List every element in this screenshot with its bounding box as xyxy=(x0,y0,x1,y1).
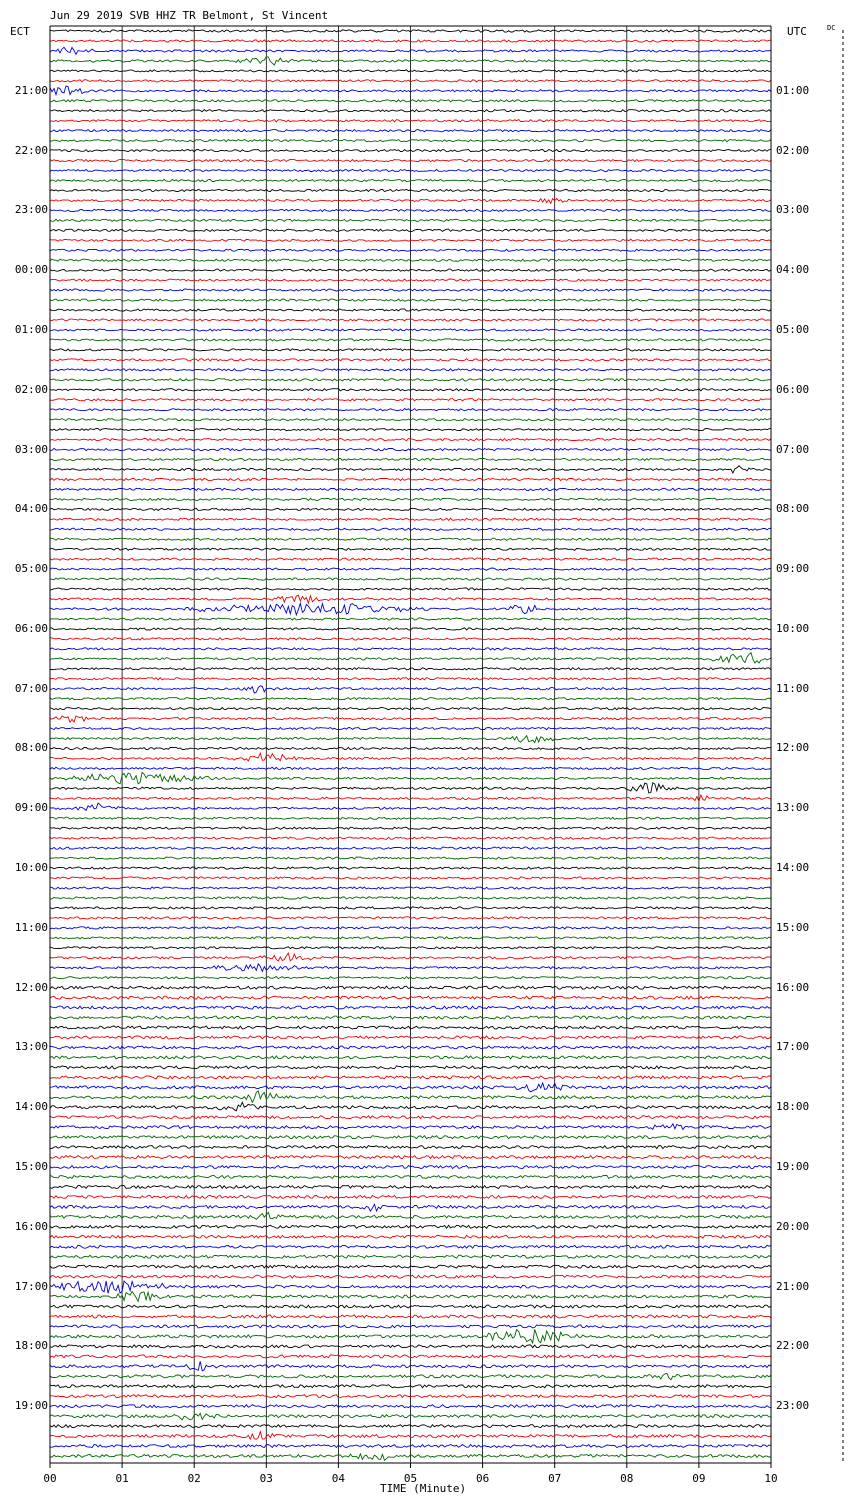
y-tick-label-right: 05:00 xyxy=(776,322,810,336)
y-tick-label-left: 13:00 xyxy=(14,1040,48,1054)
y-tick-label-right: 21:00 xyxy=(776,1279,810,1293)
x-tick-label: 02 xyxy=(187,1472,201,1485)
y-tick-label-right: 15:00 xyxy=(776,920,810,934)
y-tick-label-right: 23:00 xyxy=(776,1399,810,1413)
y-tick-label-left: 10:00 xyxy=(14,861,48,875)
y-tick-label-right: 01:00 xyxy=(776,83,810,97)
y-tick-label-left: 07:00 xyxy=(14,681,48,695)
x-tick-label: 06 xyxy=(475,1472,490,1485)
y-tick-label-left: 15:00 xyxy=(14,1160,48,1173)
y-tick-label-right: 09:00 xyxy=(776,562,810,576)
x-tick-label: 00 xyxy=(43,1472,57,1485)
x-ticks xyxy=(50,1463,771,1468)
y-tick-label-left: 23:00 xyxy=(14,203,48,217)
y-tick-label-left: 14:00 xyxy=(14,1100,48,1114)
x-axis-title: TIME (Minute) xyxy=(380,1482,467,1495)
y-tick-label-left: 03:00 xyxy=(14,442,48,456)
x-tick-label: 04 xyxy=(331,1472,346,1485)
right-timezone-label: UTC xyxy=(787,25,807,38)
y-tick-label-right: 20:00 xyxy=(776,1219,810,1233)
y-tick-label-right: 04:00 xyxy=(776,263,810,277)
left-timezone-label: ECT xyxy=(10,25,30,38)
y-tick-label-right: 19:00 xyxy=(776,1160,810,1173)
x-tick-label: 10 xyxy=(764,1472,778,1485)
y-tick-label-left: 17:00 xyxy=(14,1279,48,1293)
y-tick-label-left: 04:00 xyxy=(14,502,48,516)
y-tick-label-right: 02:00 xyxy=(776,143,810,157)
y-tick-label-right: 11:00 xyxy=(776,681,810,695)
y-tick-label-right: 07:00 xyxy=(776,442,810,456)
y-tick-label-right: 17:00 xyxy=(776,1040,810,1054)
x-tick-label: 01 xyxy=(115,1472,129,1485)
y-tick-label-left: 18:00 xyxy=(14,1339,48,1353)
y-tick-label-left: 21:00 xyxy=(14,83,48,97)
y-tick-label-left: 22:00 xyxy=(14,143,48,157)
x-tick-label: 09 xyxy=(692,1472,706,1485)
y-tick-label-right: 14:00 xyxy=(776,861,810,875)
y-tick-label-left: 12:00 xyxy=(14,980,48,994)
x-tick-label: 05 xyxy=(403,1472,418,1485)
y-tick-label-right: 13:00 xyxy=(776,801,810,815)
y-tick-label-right: 16:00 xyxy=(776,980,810,994)
y-tick-label-right: 08:00 xyxy=(776,502,810,516)
y-tick-label-left: 02:00 xyxy=(14,382,48,396)
y-tick-label-right: 12:00 xyxy=(776,741,810,755)
corner-tag: DC xyxy=(827,24,836,32)
y-tick-label-right: 10:00 xyxy=(776,621,810,635)
y-tick-label-right: 22:00 xyxy=(776,1339,810,1353)
y-tick-label-left: 11:00 xyxy=(14,920,48,934)
chart-title: Jun 29 2019 SVB HHZ TR Belmont, St Vincent xyxy=(50,9,329,22)
x-tick-label: 08 xyxy=(620,1472,634,1485)
y-tick-label-right: 18:00 xyxy=(776,1100,810,1114)
y-tick-label-left: 16:00 xyxy=(14,1219,48,1233)
y-tick-label-left: 09:00 xyxy=(14,801,48,815)
y-tick-label-right: 03:00 xyxy=(776,203,810,217)
y-tick-label-right: 06:00 xyxy=(776,382,810,396)
y-tick-label-left: 01:00 xyxy=(14,322,48,336)
x-tick-label: 03 xyxy=(259,1472,273,1485)
y-tick-label-left: 19:00 xyxy=(14,1399,48,1413)
y-tick-label-left: 08:00 xyxy=(14,741,48,755)
y-tick-label-left: 06:00 xyxy=(14,621,48,635)
y-tick-label-left: 00:00 xyxy=(14,263,48,277)
x-tick-label: 07 xyxy=(548,1472,562,1485)
y-tick-label-left: 05:00 xyxy=(14,562,48,576)
